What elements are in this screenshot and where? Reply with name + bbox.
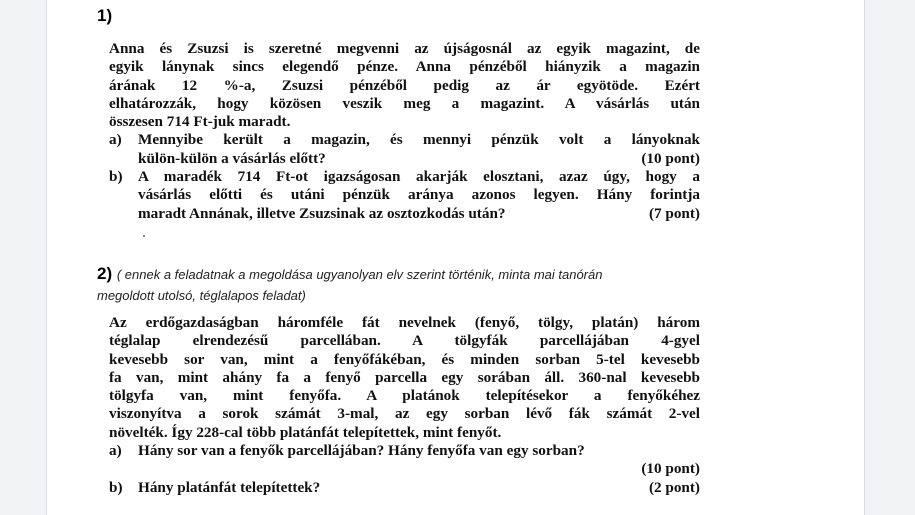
task1-line: egyik lánynak sincs elegendő pénze. Anna pénzéből hiányzik a magazin <box>109 58 700 76</box>
task1-paragraph <box>109 40 700 131</box>
task1-line: elhatározzák, hogy közösen veszik meg a magazint. A vásárlás után <box>109 94 700 112</box>
task2-line: Az erdőgazdaságban háromféle fát nevelnek (fenyő, tölgy, platán) három <box>109 314 700 331</box>
question-line: vásárlás előtti és utáni pénzük aránya azonos legyen. Hány forintja <box>138 186 700 204</box>
task2-line: téglalap elrendezésű parcellában. A tölgyfák parcellájában 4-gyel <box>109 332 700 350</box>
task2-scanned-text <box>109 314 700 497</box>
task2-line: kevesebb sor van, mint a fenyőfákéban, és minden sorban 5-tel kevesebb <box>109 350 700 368</box>
question-line: Mennyibe került a magazin, és mennyi pénzük volt a lányoknak <box>138 131 700 149</box>
question-points: (2 pont) <box>648 478 700 496</box>
question-label: b) <box>109 168 123 186</box>
task2-line: tölgyfa van, mint fenyőfa. A platánok telepítésekor a fenyőkéhez <box>109 387 700 405</box>
question-label: a) <box>109 442 122 460</box>
task1-number: 1) <box>97 6 113 25</box>
question-line: Hány sor van a fenyők parcellájában? Hány fenyőfa van egy sorban? <box>138 442 585 460</box>
question-line: külön-külön a vásárlás előtt? <box>138 149 326 167</box>
task2-line: növelték. Így 228-cal több platánfát telepítettek, mint fenyőt. <box>109 423 502 441</box>
task1-scanned-text <box>109 40 700 223</box>
question-points: (10 pont) <box>641 460 700 478</box>
task2-note-line1: ( ennek a feladatnak a megoldása ugyanolyan elv szerint történik, minta mai tanórán <box>116 267 603 282</box>
question-points: (10 pont) <box>641 149 700 167</box>
question-label: a) <box>109 131 122 149</box>
task2-line: viszonyítva a sorok számát 3-mal, az egy sorban lévő fák számát 2-vel <box>109 405 700 423</box>
task2-number: 2) <box>97 264 113 283</box>
question-line: Hány platánfát telepítettek? <box>138 478 321 496</box>
question-line: A maradék 714 Ft-ot igazságosan akarják elosztani, azaz úgy, hogy a <box>138 168 700 186</box>
task1-question-a <box>109 131 700 168</box>
task1-line: összesen 714 Ft-juk maradt. <box>109 113 291 131</box>
question-label: b) <box>109 478 123 496</box>
question-points: (7 pont) <box>648 204 700 222</box>
task2-question-b <box>109 479 700 497</box>
task2-heading <box>97 264 602 284</box>
task1-line: Anna és Zsuzsi is szeretné megvenni az újságosnál az egyik magazint, de <box>109 40 700 57</box>
task1-question-b <box>109 168 700 223</box>
task1-line: árának 12 %-a, Zsuzsi pénzéből pedig az ár egyötöde. Ezért <box>109 76 700 94</box>
question-line: maradt Annának, illetve Zsuzsinak az osztozkodás után? <box>138 204 506 222</box>
task2-note-line2: megoldott utolsó, téglalapos feladat) <box>97 288 306 303</box>
scan-speck <box>143 235 145 237</box>
task2-question-a <box>109 442 700 479</box>
task2-paragraph <box>109 314 700 442</box>
task2-line: fa van, mint ahány fa a fenyő parcella egy sorában áll. 360-nal kevesebb <box>109 368 700 386</box>
